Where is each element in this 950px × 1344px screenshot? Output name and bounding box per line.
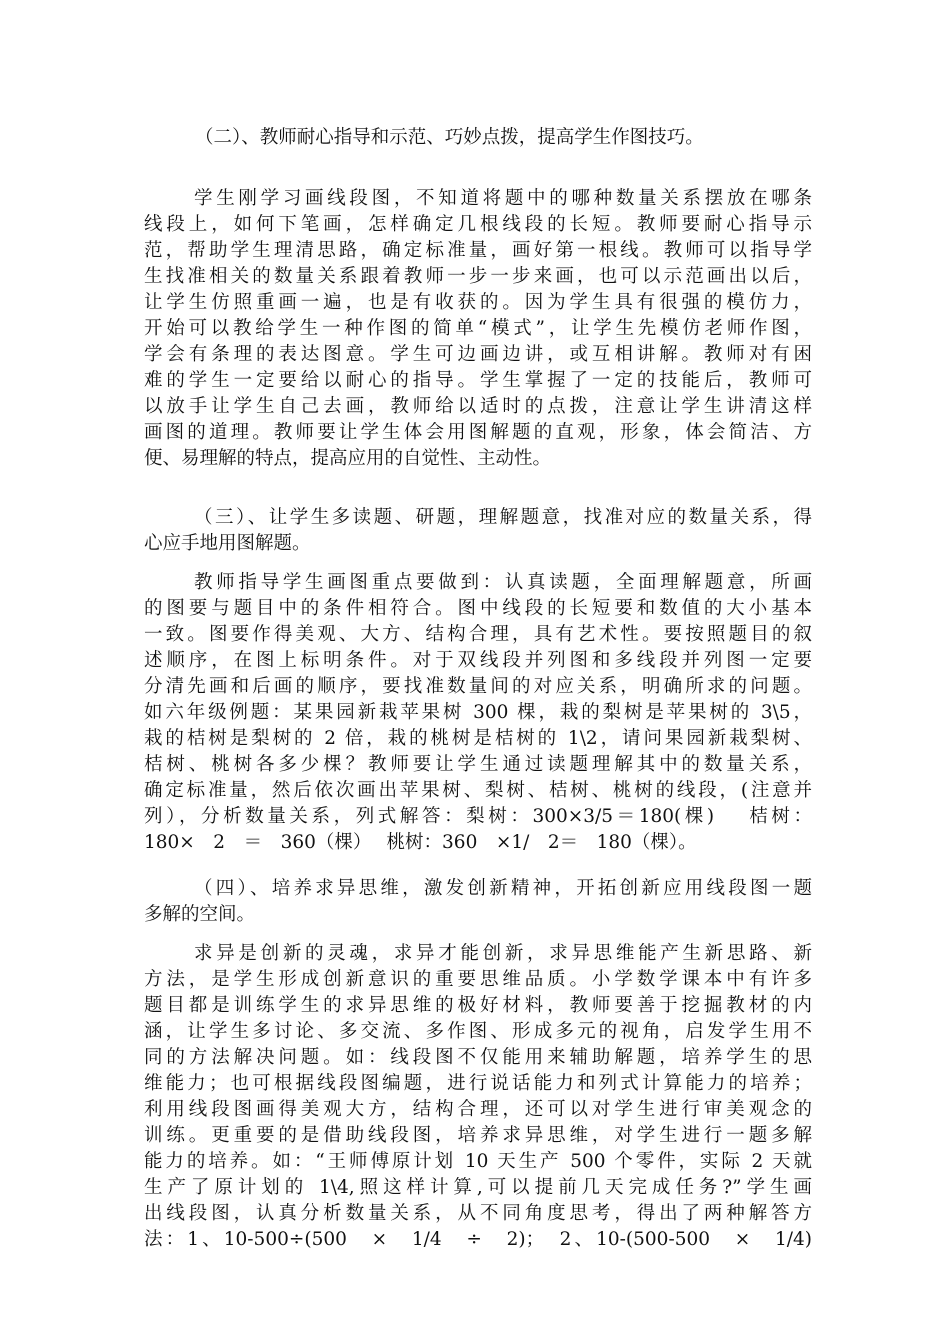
paragraph-line: 维能力；也可根据线段图编题，进行说话能力和列式计算能力的培养； bbox=[144, 1073, 812, 1094]
paragraph-line: 涵，让学生多讨论、多交流、多作图、形成多元的视角，启发学生用不 bbox=[144, 1021, 812, 1042]
paragraph-line: 180× 2 ＝ 360（棵） 桃树：360 ×1/ 2＝ 180（棵）。 bbox=[144, 832, 697, 853]
paragraph-line: 题目都是训练学生的求异思维的极好材料，教师要善于挖掘教材的内 bbox=[144, 995, 812, 1016]
section-heading-3: （三）、让学生多读题、研题，理解题意，找准对应的数量关系，得 bbox=[194, 507, 812, 528]
paragraph-line: 能力的培养。如：“王师傅原计划 10 天生产 500 个零件，实际 2 天就 bbox=[144, 1151, 812, 1172]
paragraph-line: 栽的桔树是梨树的 2 倍，栽的桃树是桔树的 1\2，请问果园新栽梨树、 bbox=[144, 728, 812, 749]
paragraph-line: 让学生仿照重画一遍，也是有收获的。因为学生具有很强的模仿力， bbox=[144, 292, 812, 313]
paragraph-line: 学会有条理的表达图意。学生可边画边讲，或互相讲解。教师对有困 bbox=[144, 344, 812, 365]
paragraph-line: 列），分析数量关系，列式解答：梨树：300×3/5＝180(棵) 桔树： bbox=[144, 806, 812, 827]
paragraph-line: 同的方法解决问题。如：线段图不仅能用来辅助解题，培养学生的思 bbox=[144, 1047, 812, 1068]
paragraph-line: 学生刚学习画线段图，不知道将题中的哪种数量关系摆放在哪条 bbox=[194, 188, 812, 209]
paragraph-line: 出线段图，认真分析数量关系，从不同角度思考，得出了两种解答方 bbox=[144, 1203, 812, 1224]
paragraph-line: 分清先画和后画的顺序，要找准数量间的对应关系，明确所求的问题。 bbox=[144, 676, 812, 697]
paragraph-line: 开始可以教给学生一种作图的简单“模式”，让学生先模仿老师作图， bbox=[144, 318, 812, 339]
paragraph-line: 求异是创新的灵魂，求异才能创新，求异思维能产生新思路、新 bbox=[194, 943, 812, 964]
paragraph-line: 难的学生一定要给以耐心的指导。学生掌握了一定的技能后，教师可 bbox=[144, 370, 812, 391]
section-heading-3-cont: 心应手地用图解题。 bbox=[144, 533, 311, 554]
paragraph-line: 以放手让学生自己去画，教师给以适时的点拨，注意让学生讲清这样 bbox=[144, 396, 812, 417]
paragraph-line: 范，帮助学生理清思路，确定标准量，画好第一根线。教师可以指导学 bbox=[144, 240, 812, 261]
paragraph-line: 教师指导学生画图重点要做到：认真读题，全面理解题意，所画 bbox=[194, 572, 812, 593]
paragraph-line: 画图的道理。教师要让学生体会用图解题的直观，形象，体会简洁、方 bbox=[144, 422, 812, 443]
section-heading-4: （四）、培养求异思维，激发创新精神，开拓创新应用线段图一题 bbox=[194, 878, 812, 899]
paragraph-line: 生找准相关的数量关系跟着教师一步一步来画，也可以示范画出以后， bbox=[144, 266, 812, 287]
paragraph-line: 训练。更重要的是借助线段图，培养求异思维，对学生进行一题多解 bbox=[144, 1125, 812, 1146]
paragraph-line: 一致。图要作得美观、大方、结构合理，具有艺术性。要按照题目的叙 bbox=[144, 624, 812, 645]
paragraph-line: 利用线段图画得美观大方，结构合理，还可以对学生进行审美观念的 bbox=[144, 1099, 812, 1120]
paragraph-line: 的图要与题目中的条件相符合。图中线段的长短要和数值的大小基本 bbox=[144, 598, 812, 619]
paragraph-line: 如六年级例题：某果园新栽苹果树 300 棵，栽的梨树是苹果树的 3\5， bbox=[144, 702, 812, 723]
section-heading-2: （二）、教师耐心指导和示范、巧妙点拨，提高学生作图技巧。 bbox=[195, 127, 704, 148]
paragraph-line: 桔树、桃树各多少棵？教师要让学生通过读题理解其中的数量关系， bbox=[144, 754, 812, 775]
paragraph-line: 述顺序，在图上标明条件。对于双线段并列图和多线段并列图一定要 bbox=[144, 650, 812, 671]
paragraph-line: 便、易理解的特点，提高应用的自觉性、主动性。 bbox=[144, 448, 552, 469]
paragraph-line: 法：1、10-500÷(500 × 1/4 ÷ 2)； 2、10-(500-500 × 1/4) bbox=[144, 1229, 812, 1250]
paragraph-line: 线段上，如何下笔画，怎样确定几根线段的长短。教师要耐心指导示 bbox=[144, 214, 812, 235]
paragraph-line: 生产了原计划的 1\4,照这样计算,可以提前几天完成任务?”学生画 bbox=[144, 1177, 812, 1198]
paragraph-line: 确定标准量，然后依次画出苹果树、梨树、桔树、桃树的线段，(注意并 bbox=[144, 780, 812, 801]
paragraph-line: 方法，是学生形成创新意识的重要思维品质。小学数学课本中有许多 bbox=[144, 969, 812, 990]
section-heading-4-cont: 多解的空间。 bbox=[144, 904, 256, 925]
